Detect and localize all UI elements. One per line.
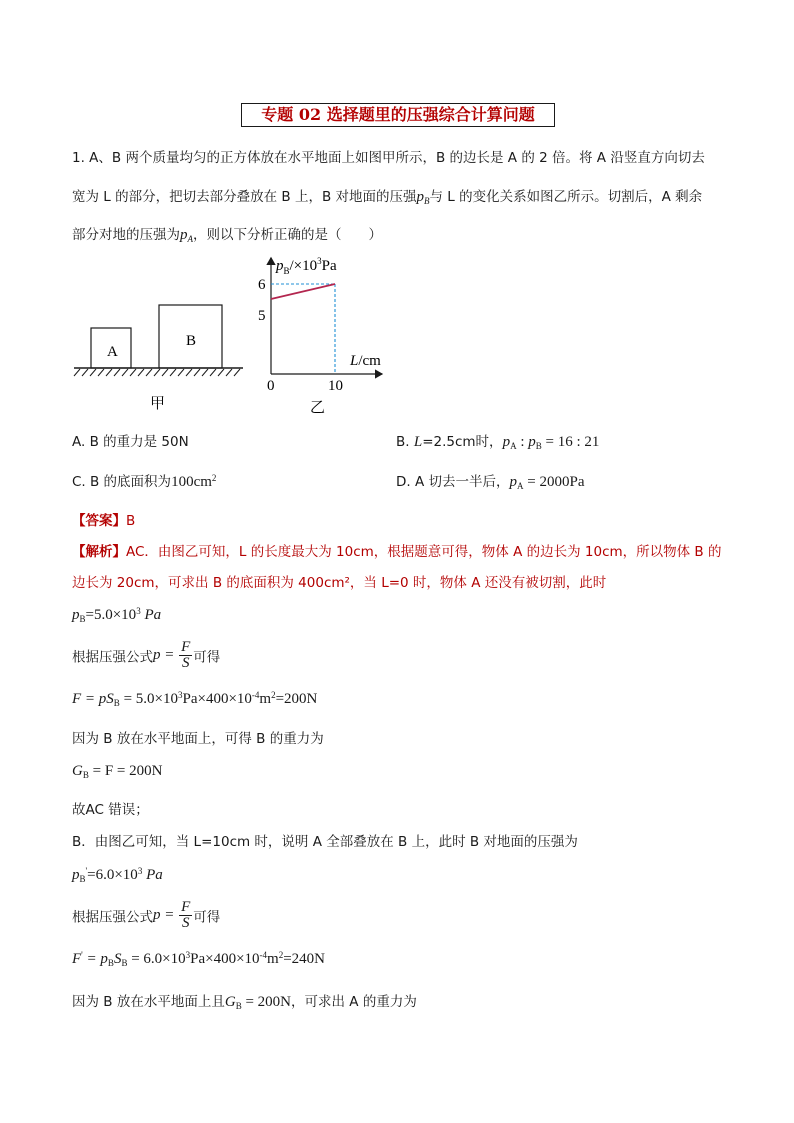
question-line-3 — [72, 223, 382, 244]
pa-symbol: $p_A$ — [180, 227, 193, 244]
option-c: C. B 的底面积为$100cm^2$ — [72, 473, 217, 490]
option-b: B. L=2.5cm时，$p_A$ : $p_B = 16$ : 21 — [396, 434, 600, 451]
figure-jia-caption: 甲 — [150, 396, 166, 412]
analysis-line-6: 因为 B 放在水平地面上且$G_B = 200N$，可求出 A 的重力为 — [72, 994, 417, 1011]
page-title: 专题 02 选择题里的压强综合计算问题 — [241, 103, 555, 127]
fraction-f-over-s: $\frac{F}{S}$ — [181, 899, 191, 931]
equation-force-1: $F = pS_B = 5.0\times 10^3Pa\times 400\times 10^{-4}m^2=200N$ — [72, 690, 318, 708]
analysis-line-5: B．由图乙可知，当 L=10cm 时，说明 A 全部叠放在 B 上，此时 B 对地面的压强为 — [72, 834, 578, 850]
y-tick-6: 6 — [258, 277, 266, 293]
x-axis-label: L/cm — [350, 353, 381, 369]
equation-gravity: $G_B = F = 200N$ — [72, 763, 163, 780]
analysis-line-4: 故AC 错误； — [72, 802, 149, 818]
answer-line: 【答案】B — [72, 513, 136, 529]
figure-yi-chart — [250, 252, 400, 417]
equation-force-2: $F' = p_BS_B = 6.0\times 10^3Pa\times 400\times 10^{-4}m^2=240N$ — [72, 950, 326, 968]
y-axis-label: $p_B/\times 10^3Pa$ — [276, 256, 337, 276]
x-tick-0: 0 — [267, 378, 275, 394]
question-text: 宽为 L 的部分，把切去部分叠放在 B 上，B 对地面的压强 — [72, 189, 417, 205]
analysis-line-2: 边长为 20cm，可求出 B 的底面积为 400cm²，当 L=0 时，物体 A 还没有被切割，此时 — [72, 575, 607, 591]
option-a: A. B 的重力是 50N — [72, 434, 189, 450]
series-line — [271, 284, 335, 299]
pressure-formula-line-1: 根据压强公式p = $\frac{F}{S}$ 可得 — [72, 639, 221, 671]
figure-jia — [72, 295, 247, 413]
equation-pb-prime: $p_B'=6.0\times 10^3$ Pa — [72, 866, 163, 884]
question-line-2 — [72, 185, 702, 206]
block-a-label: A — [107, 344, 118, 360]
pressure-formula-line-2: 根据压强公式p = $\frac{F}{S}$ 可得 — [72, 899, 221, 931]
question-text: ，则以下分析正确的是（ ） — [193, 227, 382, 243]
x-tick-10: 10 — [328, 378, 343, 394]
analysis-line-3: 因为 B 放在水平地面上，可得 B 的重力为 — [72, 731, 324, 747]
question-text: 部分对地的压强为 — [72, 227, 180, 243]
fraction-f-over-s: $\frac{F}{S}$ — [181, 639, 191, 671]
analysis-line-1: 【解析】AC．由图乙可知，L 的长度最大为 10cm，根据题意可得，物体 A 的边长为 10cm，所以物体 B 的 — [72, 544, 722, 560]
question-line-1: 1. A、B 两个质量均匀的正方体放在水平地面上如图甲所示，B 的边长是 A 的 2 倍。将 A 沿竖直方向切去 — [72, 150, 705, 166]
block-b-label: B — [186, 333, 197, 349]
y-tick-5: 5 — [258, 308, 266, 324]
figure-yi-caption: 乙 — [310, 400, 326, 416]
equation-pb: $p_B=5.0\times 10^3$ Pa — [72, 606, 162, 624]
ground-hatching — [74, 369, 240, 376]
pb-symbol: $p_B$ — [416, 189, 430, 206]
option-d: D. A 切去一半后，$p_A = 2000Pa$ — [396, 474, 585, 491]
question-text: 与 L 的变化关系如图乙所示。切割后，A 剩余 — [429, 189, 703, 205]
